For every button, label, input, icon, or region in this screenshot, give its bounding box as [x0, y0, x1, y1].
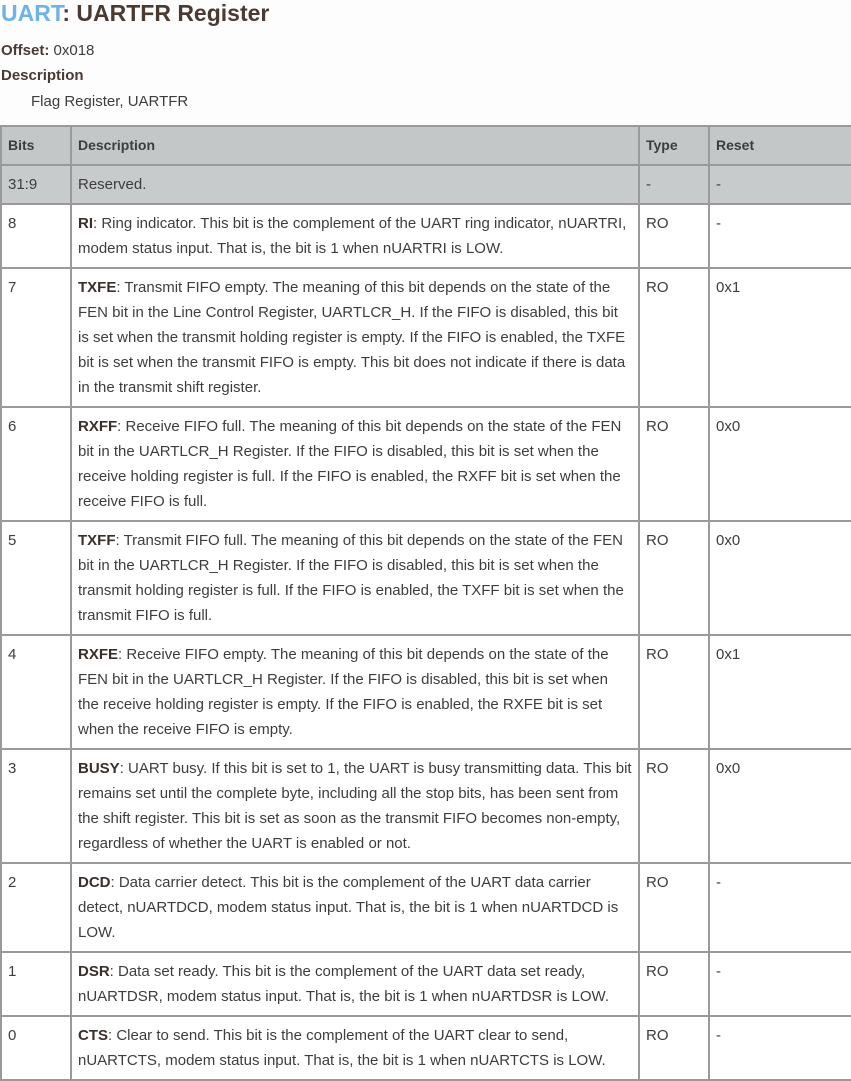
field-description: : Data set ready. This bit is the complement of the UART data set ready, nUARTDSR, modem status input. That is, the bit is 1 when nUARTDSR is LOW.	[78, 963, 610, 1005]
cell-type: RO	[639, 521, 709, 635]
table-row	[1, 952, 851, 1016]
cell-description	[71, 749, 639, 863]
header-description: Description	[71, 126, 639, 165]
field-name: RXFE	[78, 646, 119, 663]
field-description: : Receive FIFO full. The meaning of this bit depends on the state of the FEN bit in the UARTLCR_H Register. If the FIFO is disabled, this bit is set when the receive holding register is full. If the FIFO is enabled, the RXFF bit is set when the receive FIFO is full.	[78, 418, 622, 510]
cell-bits: 1	[1, 952, 71, 1016]
table-row	[1, 635, 851, 749]
page-title-text: : UARTFR Register	[62, 0, 270, 26]
cell-reset: -	[709, 1016, 851, 1080]
cell-bits: 0	[1, 1016, 71, 1080]
cell-description	[71, 863, 639, 952]
field-description: : Ring indicator. This bit is the complement of the UART ring indicator, nUARTRI, modem status input. That is, the bit is 1 when nUARTRI is LOW.	[78, 215, 627, 257]
uart-link[interactable]: UART	[1, 0, 63, 26]
cell-description	[71, 635, 639, 749]
cell-bits: 2	[1, 863, 71, 952]
cell-description	[71, 1016, 639, 1080]
cell-reset: 0x0	[709, 407, 851, 521]
field-name: BUSY	[78, 760, 120, 777]
table-row	[1, 204, 851, 268]
cell-reset: 0x1	[709, 268, 851, 407]
header-type: Type	[639, 126, 709, 165]
field-description: : Data carrier detect. This bit is the complement of the UART data carrier detect, nUARTDCD, modem status input. That is, the bit is 1 when nUARTDCD is LOW.	[78, 874, 619, 941]
cell-reset: -	[709, 863, 851, 952]
cell-bits: 4	[1, 635, 71, 749]
cell-reset: -	[709, 204, 851, 268]
table-row	[1, 407, 851, 521]
cell-reset: -	[709, 952, 851, 1016]
field-name: TXFF	[78, 532, 116, 549]
field-description: : Receive FIFO empty. The meaning of this bit depends on the state of the FEN bit in the UARTLCR_H Register. If the FIFO is disabled, this bit is set when the receive holding register is empty. If the FIFO is enabled, the RXFE bit is set when the receive FIFO is empty.	[78, 646, 609, 738]
cell-reset: -	[709, 165, 851, 204]
offset-line	[0, 42, 851, 62]
cell-type: RO	[639, 268, 709, 407]
page-title	[0, 0, 851, 30]
cell-type: RO	[639, 635, 709, 749]
offset-value: 0x018	[49, 42, 95, 59]
cell-type: RO	[639, 749, 709, 863]
field-name: DSR	[78, 963, 110, 980]
cell-reset: 0x0	[709, 749, 851, 863]
offset-label: Offset:	[1, 42, 50, 59]
cell-reset: 0x0	[709, 521, 851, 635]
cell-description	[71, 407, 639, 521]
cell-bits: 3	[1, 749, 71, 863]
cell-type: -	[639, 165, 709, 204]
cell-type: RO	[639, 863, 709, 952]
cell-bits: 7	[1, 268, 71, 407]
field-name: DCD	[78, 874, 111, 891]
cell-type: RO	[639, 1016, 709, 1080]
cell-description	[71, 521, 639, 635]
field-description: : Transmit FIFO full. The meaning of this bit depends on the state of the FEN bit in the UARTLCR_H Register. If the FIFO is disabled, this bit is set when the transmit holding register is full. If the FIFO is enabled, the TXFF bit is set when the transmit FIFO is full.	[78, 532, 624, 624]
field-name: RI	[78, 215, 93, 232]
table-row	[1, 749, 851, 863]
cell-description	[71, 204, 639, 268]
table-row	[1, 521, 851, 635]
field-name: TXFE	[78, 279, 117, 296]
field-description: Reserved.	[78, 176, 147, 193]
cell-description	[71, 952, 639, 1016]
table-row	[1, 268, 851, 407]
description-heading: Description	[1, 67, 84, 84]
cell-type: RO	[639, 407, 709, 521]
field-description: : Clear to send. This bit is the complement of the UART clear to send, nUARTCTS, modem status input. That is, the bit is 1 when nUARTCTS is LOW.	[78, 1027, 606, 1069]
field-name: CTS	[78, 1027, 108, 1044]
cell-reset: 0x1	[709, 635, 851, 749]
table-row	[1, 1016, 851, 1080]
field-name: RXFF	[78, 418, 118, 435]
header-bits: Bits	[1, 126, 71, 165]
table-row	[1, 863, 851, 952]
cell-description	[71, 165, 639, 204]
register-bits-table	[0, 125, 851, 1081]
table-header-row	[1, 126, 851, 165]
description-text: Flag Register, UARTFR	[31, 93, 189, 110]
cell-bits: 5	[1, 521, 71, 635]
cell-type: RO	[639, 204, 709, 268]
field-description: : UART busy. If this bit is set to 1, the UART is busy transmitting data. This bit remains set until the complete byte, including all the stop bits, has been sent from the shift register. This bit is set as soon as the transmit FIFO becomes non-empty, regardless of whether the UART is enabled or not.	[78, 760, 632, 852]
field-description: : Transmit FIFO empty. The meaning of this bit depends on the state of the FEN bit in the Line Control Register, UARTLCR_H. If the FIFO is disabled, this bit is set when the transmit holding register is empty. If the FIFO is enabled, the TXFE bit is set when the transmit FIFO is empty. This bit does not indicate if there is data in the transmit shift register.	[78, 279, 626, 396]
cell-description	[71, 268, 639, 407]
header-reset: Reset	[709, 126, 851, 165]
cell-bits: 8	[1, 204, 71, 268]
cell-bits: 6	[1, 407, 71, 521]
cell-bits: 31:9	[1, 165, 71, 204]
table-row	[1, 165, 851, 204]
cell-type: RO	[639, 952, 709, 1016]
